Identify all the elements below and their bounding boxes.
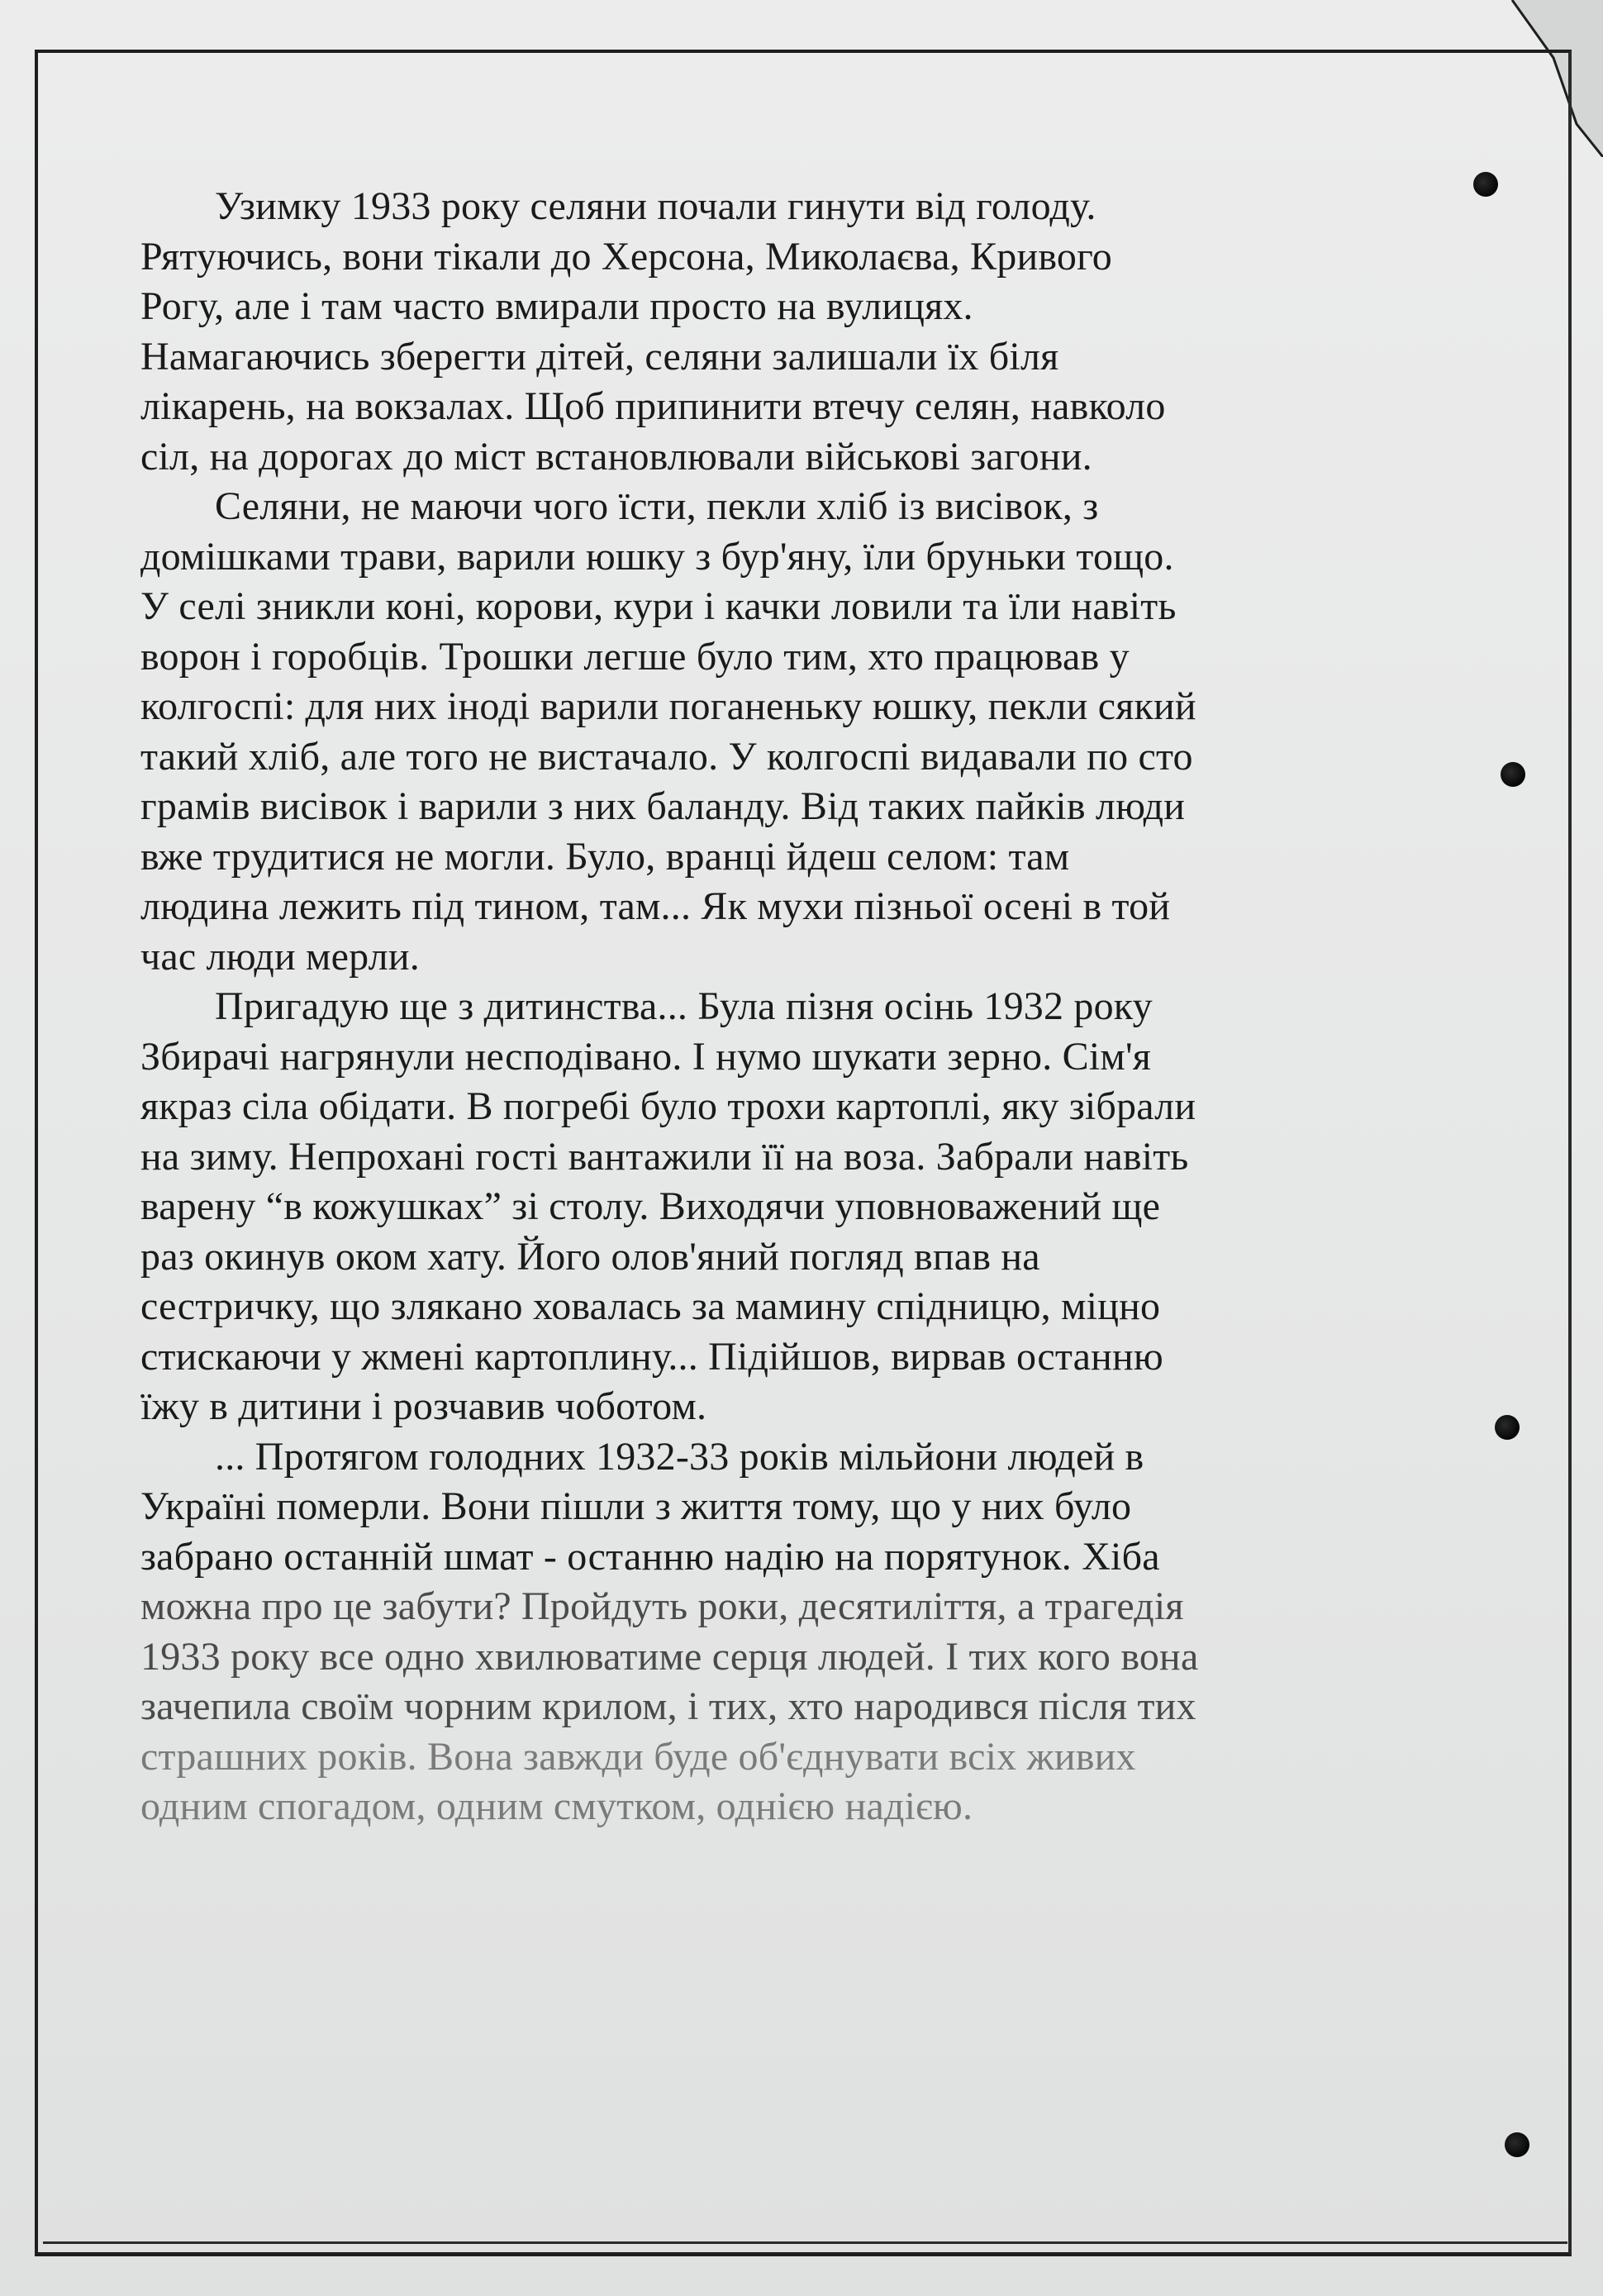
line: забрано останній шмат - останню надію на порятунок. Хіба [140, 1534, 1160, 1579]
line: стискаючи у жмені картоплину... Підійшов, вирвав останню [140, 1334, 1163, 1379]
paragraph-2 [140, 482, 1463, 982]
line: зачепила своїм чорним крилом, і тих, хто народився після тих [140, 1684, 1196, 1728]
line: 1933 року все одно хвилюватиме серця людей. І тих кого вона [140, 1634, 1199, 1679]
line: варену “в кожушках” зі столу. Виходячи уповноважений ще [140, 1184, 1161, 1228]
line: якраз сіла обідати. В погребі було трохи картоплі, яку зібрали [140, 1084, 1196, 1128]
line: сестричку, що злякано ховалась за мамину спідницю, міцно [140, 1284, 1161, 1328]
paragraph-1 [140, 182, 1463, 482]
line: Збирачі нагрянули несподівано. І нумо шукати зерно. Сім'я [140, 1034, 1152, 1079]
line: грамів висівок і варили з них баланду. Від таких пайків люди [140, 784, 1186, 828]
line: одним спогадом, одним смутком, однією надією. [140, 1784, 973, 1828]
line: У селі зникли коні, корови, кури і качки ловили та їли навіть [140, 584, 1177, 628]
line: сіл, на дорогах до міст встановлювали військові загони. [140, 434, 1092, 479]
line: можна про це забути? Пройдуть роки, десятиліття, а трагедія [140, 1584, 1184, 1628]
line: страшних років. Вона завжди буде об'єднувати всіх живих [140, 1734, 1136, 1779]
line: Україні померли. Вони пішли з життя тому, що у них було [140, 1484, 1132, 1528]
document-body [140, 182, 1463, 1832]
line: домішками трави, варили юшку з бур'яну, їли бруньки тощо. [140, 534, 1174, 579]
line: Селяни, не маючи чого їсти, пекли хліб із висівок, з [215, 484, 1099, 528]
line: такий хліб, але того не вистачало. У колгоспі видавали по сто [140, 734, 1193, 779]
page-border-bottom-line [43, 2241, 1567, 2244]
line: Узимку 1933 року селяни почали гинути від голоду. [215, 184, 1096, 228]
paragraph-4 [140, 1432, 1463, 1832]
punch-hole-3 [1495, 1415, 1520, 1440]
line: Рогу, але і там часто вмирали просто на вулицях. [140, 284, 973, 328]
paragraph-3 [140, 982, 1463, 1432]
punch-hole-4 [1505, 2132, 1529, 2157]
line: Намагаючись зберегти дітей, селяни залишали їх біля [140, 334, 1059, 379]
line: Рятуючись, вони тікали до Херсона, Миколаєва, Кривого [140, 234, 1112, 279]
line: вже трудитися не могли. Було, вранці йдеш селом: там [140, 834, 1070, 879]
line: колгоспі: для них іноді варили поганеньку юшку, пекли сякий [140, 684, 1196, 728]
line: ворон і горобців. Трошки легше було тим, хто працював у [140, 634, 1130, 679]
line: ... Протягом голодних 1932-33 років мільйони людей в [215, 1434, 1144, 1479]
line: Пригадую ще з дитинства... Була пізня осінь 1932 року [215, 984, 1153, 1028]
punch-hole-2 [1501, 762, 1525, 787]
line: час люди мерли. [140, 934, 420, 979]
line: лікарень, на вокзалах. Щоб припинити втечу селян, навколо [140, 384, 1166, 428]
line: людина лежить під тином, там... Як мухи пізньої осені в той [140, 884, 1171, 928]
line: їжу в дитини і розчавив чоботом. [140, 1384, 707, 1428]
line: на зиму. Непрохані гості вантажили її на воза. Забрали навіть [140, 1134, 1189, 1179]
punch-hole-1 [1473, 172, 1498, 197]
line: раз окинув оком хату. Його олов'яний погляд впав на [140, 1234, 1040, 1279]
